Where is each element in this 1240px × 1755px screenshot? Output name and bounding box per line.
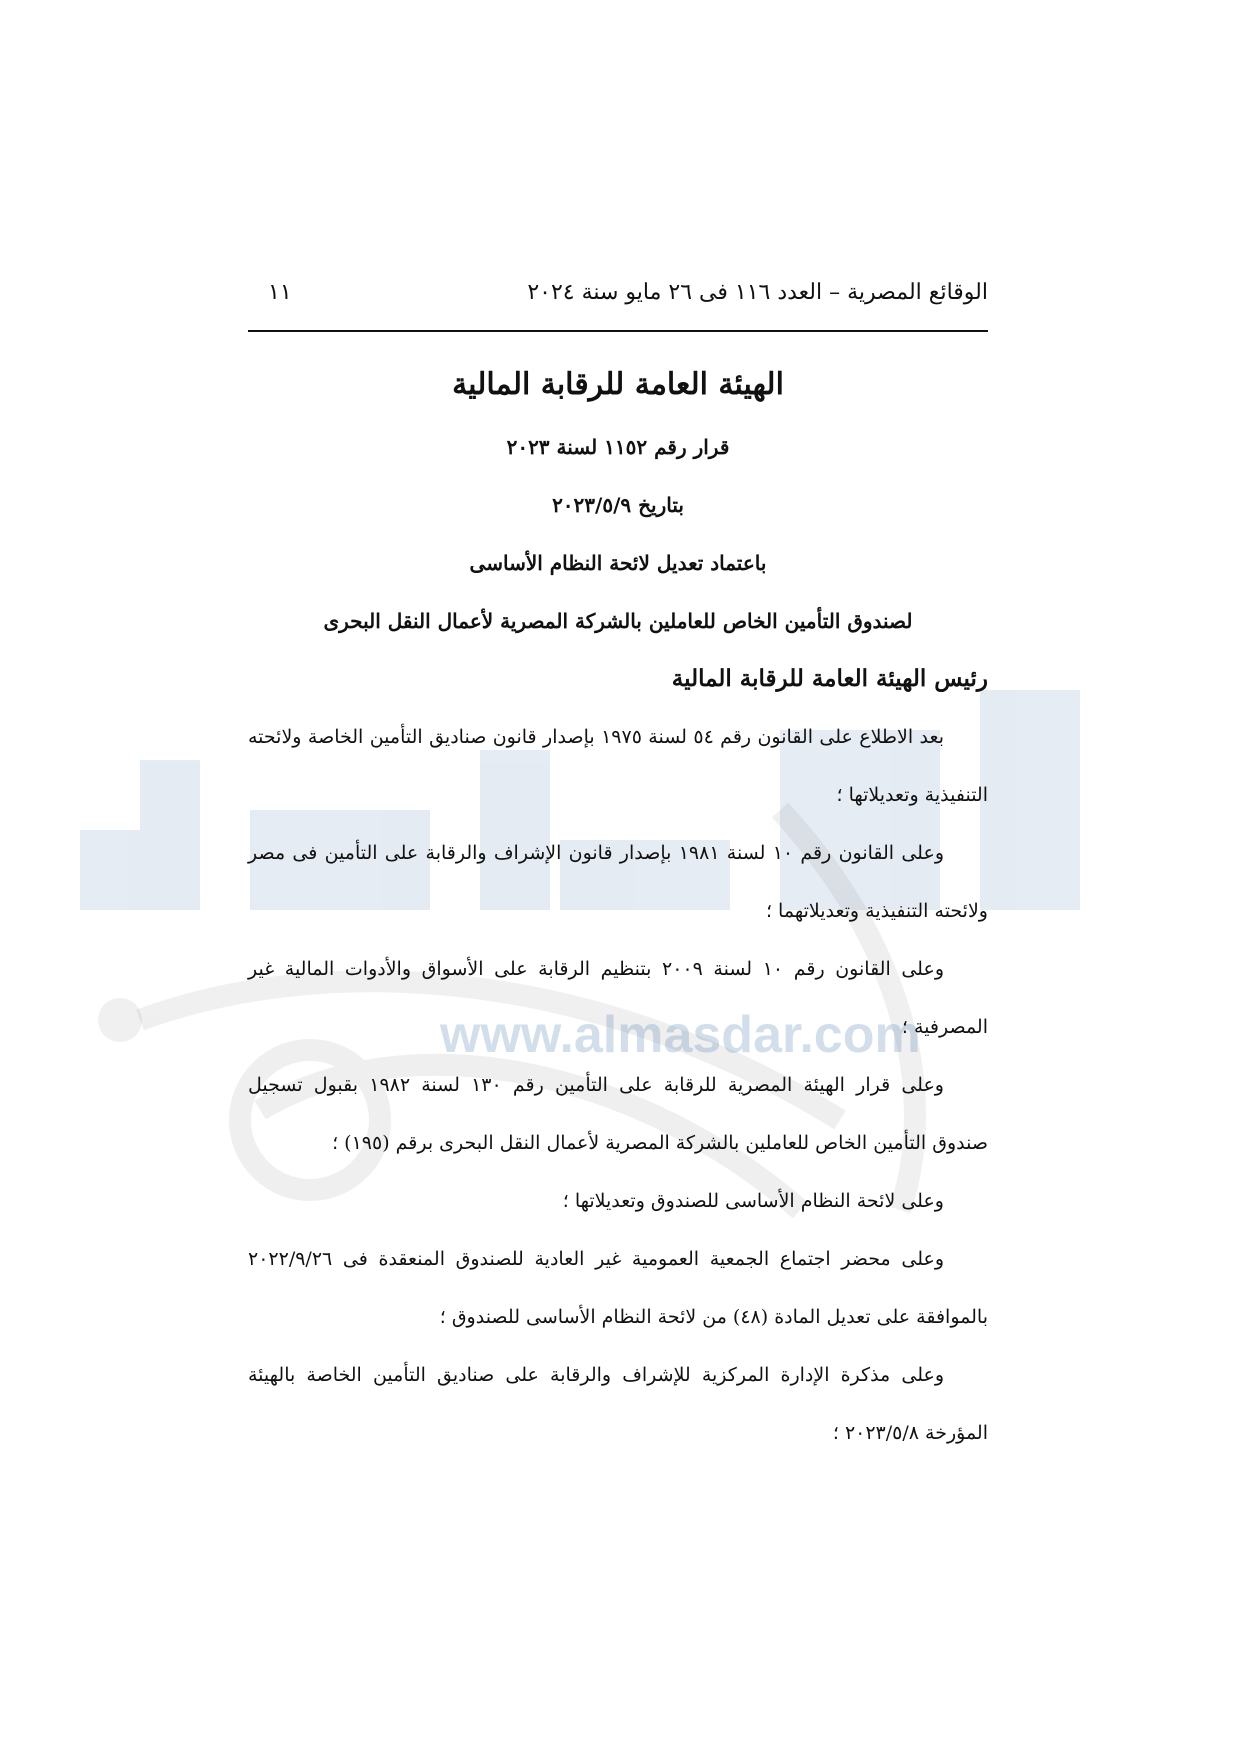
header-title: الوقائع المصرية – العدد ١١٦ فى ٢٦ مايو سنة ٢٠٢٤ [527, 280, 988, 305]
preamble-paragraph: وعلى القانون رقم ١٠ لسنة ٢٠٠٩ بتنظيم الرقابة على الأسواق والأدوات المالية غير المصرفية ؛ [248, 958, 988, 1038]
page-header [248, 280, 988, 332]
preamble-paragraph: بعد الاطلاع على القانون رقم ٥٤ لسنة ١٩٧٥ بإصدار قانون صناديق التأمين الخاصة ولائحته التنفيذية وتعديلاتها ؛ [248, 726, 988, 806]
preamble-paragraph: وعلى مذكرة الإدارة المركزية للإشراف والرقابة على صناديق التأمين الخاصة بالهيئة المؤرخة ٢٠٢٣/٥/٨ ؛ [248, 1364, 988, 1444]
gazette-page [248, 280, 988, 1462]
issuer-heading: رئيس الهيئة العامة للرقابة المالية [671, 665, 988, 692]
decree-subject-line-2: لصندوق التأمين الخاص للعاملين بالشركة المصرية لأعمال النقل البحرى [323, 609, 913, 633]
watermark-url-text: www.almasdar.com [440, 1006, 921, 1064]
preamble-paragraph: وعلى القانون رقم ١٠ لسنة ١٩٨١ بإصدار قانون الإشراف والرقابة على التأمين فى مصر ولائحته التنفيذية وتعديلاتهما ؛ [248, 842, 988, 922]
preamble-paragraph: وعلى لائحة النظام الأساسى للصندوق وتعديلاتها ؛ [562, 1190, 944, 1212]
preamble-paragraph: وعلى محضر اجتماع الجمعية العمومية غير العادية للصندوق المنعقدة فى ٢٠٢٢/٩/٢٦ بالموافقة على تعديل المادة (٤٨) من لائحة النظام الأساسى للصندوق ؛ [248, 1248, 988, 1328]
decree-number: قرار رقم ١١٥٢ لسنة ٢٠٢٣ [506, 435, 730, 459]
preamble-paragraph: وعلى قرار الهيئة المصرية للرقابة على التأمين رقم ١٣٠ لسنة ١٩٨٢ بقبول تسجيل صندوق التأمين الخاص للعاملين بالشركة المصرية لأعمال النقل البحرى برقم (١٩٥) ؛ [248, 1074, 988, 1154]
authority-title: الهيئة العامة للرقابة المالية [452, 367, 784, 402]
decree-subject-line-1: باعتماد تعديل لائحة النظام الأساسى [469, 551, 767, 575]
page-number: ١١ [268, 280, 292, 305]
decree-date: بتاريخ ٢٠٢٣/٥/٩ [552, 493, 684, 517]
